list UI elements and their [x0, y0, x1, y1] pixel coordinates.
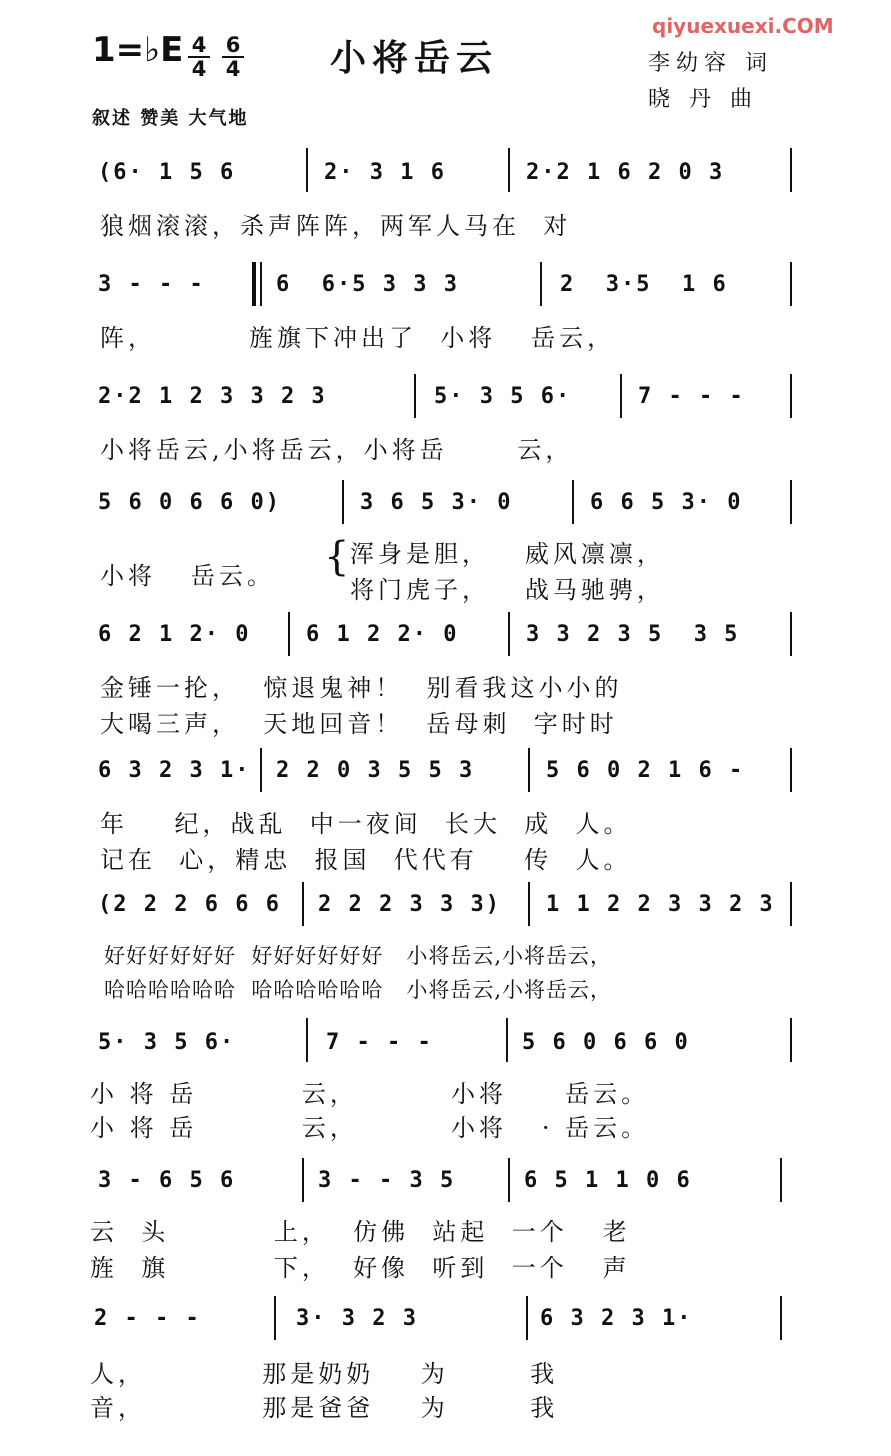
barline: [528, 882, 530, 926]
barline: [620, 374, 622, 418]
barline: [780, 1158, 782, 1202]
barline: [790, 748, 792, 792]
lyric-line: 哈哈哈哈哈哈 哈哈哈哈哈哈 小将岳云,小将岳云，: [104, 978, 613, 1002]
lyric-line: 云 头 上， 仿佛 站起 一个 老: [90, 1218, 631, 1246]
lyric-line: 阵， 旌旗下冲出了 小将 岳云，: [100, 324, 616, 352]
barline: [528, 748, 530, 792]
song-title: 小将岳云: [330, 38, 499, 79]
lyric-line: 音， 那是爸爸 为 我: [90, 1394, 559, 1422]
lyric-line: 金锤一抡， 惊退鬼神！ 别看我这小小的: [100, 674, 623, 702]
lyricist-credit: 李幼容 词: [648, 51, 773, 76]
lyric-line: 小 将 岳 云， 小将 岳云。: [90, 1080, 650, 1108]
barline: [302, 882, 304, 926]
barline: [302, 1158, 304, 1202]
measure-notes: 7 - - -: [326, 1030, 433, 1055]
lyric-line: 记在 心，精忠 报国 代代有 传 人。: [100, 846, 632, 874]
lyric-line: 小将岳云,小将岳云，小将岳 云，: [100, 436, 574, 464]
key-signature: 1=♭E: [92, 30, 184, 70]
measure-notes: 1 1 2 2 3 3 2 3: [546, 892, 775, 917]
measure-notes: 6 2 1 2· 0: [98, 622, 251, 647]
measure-notes: 7 - - -: [638, 384, 745, 409]
barline: [260, 748, 262, 792]
measure-notes: (2 2 2 6 6 6: [98, 892, 281, 917]
lyric-line: 浑身是胆， 威风凛凛，: [350, 540, 665, 568]
measure-notes: 6 1 2 2· 0: [306, 622, 459, 647]
barline: [790, 612, 792, 656]
barline: [508, 148, 510, 192]
measure-notes: 5· 3 5 6·: [98, 1030, 236, 1055]
barline: [342, 480, 344, 524]
lyric-line: 将门虎子， 战马驰骋，: [350, 576, 665, 604]
barline: [306, 148, 308, 192]
measure-notes: 6 6 5 3· 0: [590, 490, 743, 515]
barline: [790, 1018, 792, 1062]
measure-notes: 2 - - -: [94, 1306, 201, 1331]
barline: [306, 1018, 308, 1062]
time-sig-top: 4: [191, 33, 207, 57]
barline: [790, 148, 792, 192]
measure-notes: 3· 3 2 3: [296, 1306, 418, 1331]
lyric-line: 狼烟滚滚，杀声阵阵，两军人马在 对: [100, 212, 572, 240]
barline: [414, 374, 416, 418]
barline: [790, 480, 792, 524]
measure-notes: 2·2 1 2 3 3 2 3: [98, 384, 327, 409]
repeat-barline: [260, 262, 262, 306]
lyric-line: 小 将 岳 云， 小将 · 岳云。: [90, 1114, 650, 1142]
measure-notes: 6 6·5 3 3 3: [276, 272, 459, 297]
barline: [790, 882, 792, 926]
time-sig-top: 6: [225, 33, 241, 57]
measure-notes: 5 6 0 6 6 0: [522, 1030, 690, 1055]
measure-notes: 2 2 0 3 5 5 3: [276, 758, 475, 783]
lyric-line: 好好好好好好 好好好好好好 小将岳云,小将岳云，: [104, 944, 613, 968]
measure-notes: (6· 1 5 6: [98, 160, 236, 185]
barline: [572, 480, 574, 524]
time-signature-4-4: [186, 34, 212, 80]
measure-notes: 2·2 1 6 2 0 3: [526, 160, 725, 185]
barline: [790, 262, 792, 306]
measure-notes: 6 3 2 3 1·: [98, 758, 251, 783]
measure-notes: 6 5 1 1 0 6: [524, 1168, 692, 1193]
measure-notes: 3 6 5 3· 0: [360, 490, 513, 515]
barline: [526, 1296, 528, 1340]
measure-notes: 5 6 0 6 6 0): [98, 490, 281, 515]
measure-notes: 3 - - -: [98, 272, 205, 297]
measure-notes: 3 3 2 3 5 3 5: [526, 622, 740, 647]
measure-notes: 3 - 6 5 6: [98, 1168, 236, 1193]
lyric-line: 小将 岳云。: [100, 562, 275, 590]
lyric-line: 旌 旗 下， 好像 听到 一个 声: [90, 1254, 631, 1282]
measure-notes: 3 - - 3 5: [318, 1168, 456, 1193]
barline: [506, 1018, 508, 1062]
measure-notes: 2 3·5 1 6: [560, 272, 728, 297]
measure-notes: 2· 3 1 6: [324, 160, 446, 185]
barline: [790, 374, 792, 418]
time-signature-6-4: [220, 34, 246, 80]
barline: [288, 612, 290, 656]
measure-notes: 5 6 0 2 1 6 -: [546, 758, 745, 783]
measure-notes: 6 3 2 3 1·: [540, 1306, 693, 1331]
barline: [780, 1296, 782, 1340]
watermark-text: qiyuexuexi.COM: [652, 14, 834, 38]
barline: [508, 1158, 510, 1202]
tempo-marking: 叙述 赞美 大气地: [92, 108, 249, 129]
barline: [508, 612, 510, 656]
lyric-line: 年 纪，战乱 中一夜间 长大 成 人。: [100, 810, 632, 838]
time-sig-bottom: 4: [191, 57, 207, 81]
time-sig-bottom: 4: [225, 57, 241, 81]
barline: [540, 262, 542, 306]
verse-brace: {: [324, 534, 350, 580]
measure-notes: 5· 3 5 6·: [434, 384, 572, 409]
barline: [274, 1296, 276, 1340]
measure-notes: 2 2 2 3 3 3): [318, 892, 501, 917]
lyric-line: 人， 那是奶奶 为 我: [90, 1360, 559, 1388]
composer-credit: 晓 丹 曲: [648, 87, 758, 112]
lyric-line: 大喝三声， 天地回音！ 岳母刺 字时时: [100, 710, 618, 738]
repeat-barline: [252, 262, 256, 306]
